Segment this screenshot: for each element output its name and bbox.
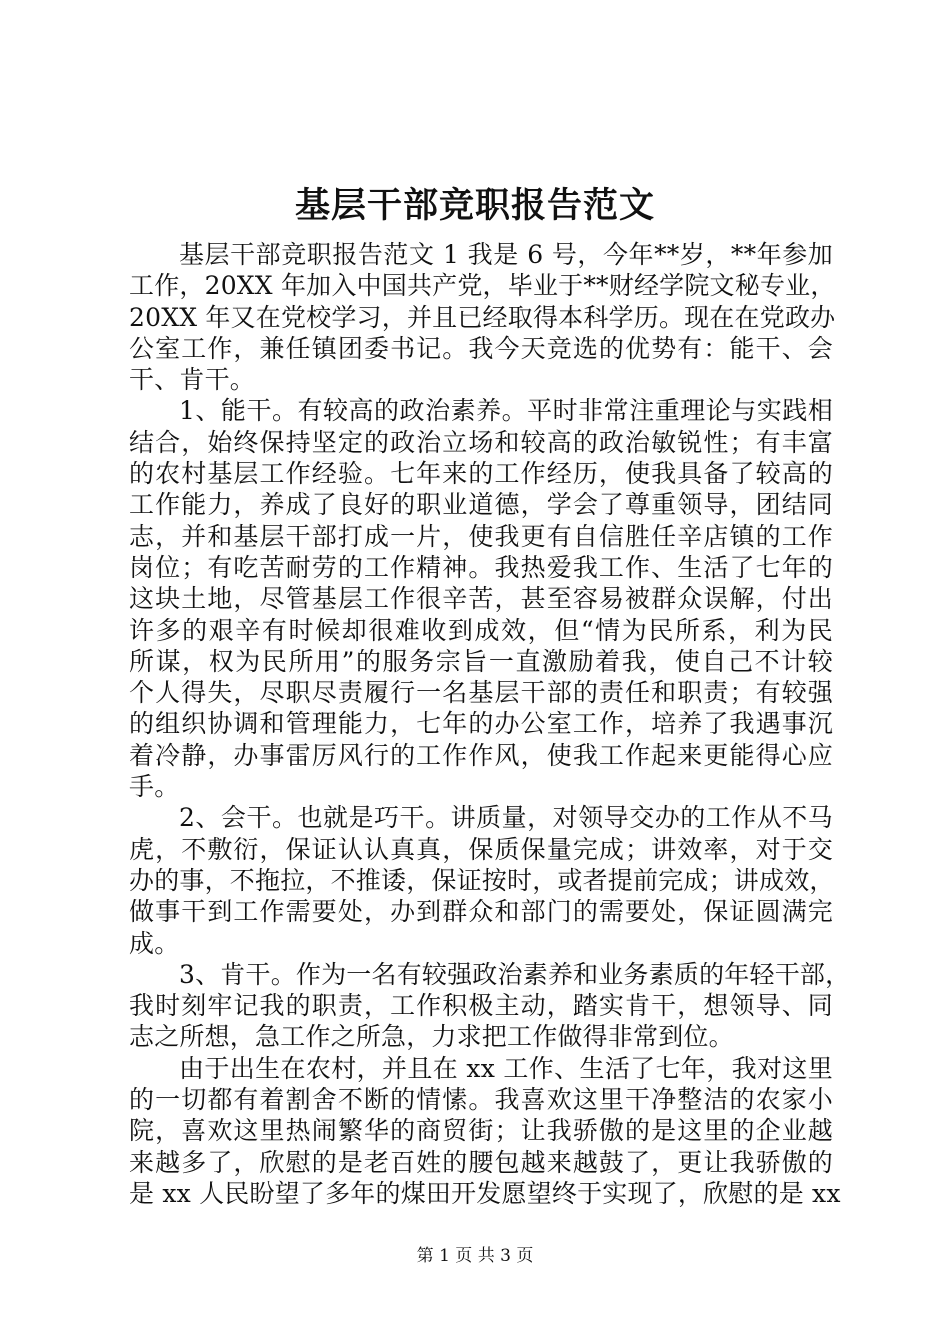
text-line: 工作，20XX 年加入中国共产党，毕业于**财经学院文秘专业，: [129, 271, 836, 301]
text-line: 的农村基层工作经验。七年来的工作经历，使我具备了较高的: [129, 459, 833, 489]
text-line: 基层干部竞职报告范文 1 我是 6 号，今年**岁，**年参加: [179, 240, 833, 269]
text-line: 工作能力，养成了良好的职业道德，学会了尊重领导，团结同: [129, 490, 833, 520]
document-title: 基层干部竞职报告范文: [294, 185, 655, 226]
text-line: 1、能干。有较高的政治素养。平时非常注重理论与实践相: [179, 396, 833, 426]
text-line: 成。: [129, 928, 180, 958]
text-line: 院，喜欢这里热闹繁华的商贸街；让我骄傲的是这里的企业越: [129, 1116, 833, 1146]
text-line: 手。: [129, 772, 180, 802]
text-line: 我时刻牢记我的职责，工作积极主动，踏实肯干，想领导、同: [129, 991, 833, 1021]
text-line: 结合，始终保持坚定的政治立场和较高的政治敏锐性；有丰富: [129, 427, 833, 457]
text-line: 3、肯干。作为一名有较强政治素养和业务素质的年轻干部，: [179, 959, 851, 989]
text-line: 所谋，权为民所用”的服务宗旨一直激励着我，使自己不计较: [129, 646, 833, 676]
text-line: 着冷静，办事雷厉风行的工作作风，使我工作起来更能得心应: [129, 740, 833, 770]
text-line: 的一切都有着割舍不断的情愫。我喜欢这里干净整洁的农家小: [129, 1085, 833, 1115]
text-line: 办的事，不拖拉，不推诿，保证按时，或者提前完成；讲成效，: [129, 865, 835, 895]
text-line: 个人得失，尽职尽责履行一名基层干部的责任和职责；有较强: [129, 678, 833, 708]
text-line: 志，并和基层干部打成一片，使我更有自信胜任辛店镇的工作: [129, 521, 833, 551]
text-line: 公室工作，兼任镇团委书记。我今天竞选的优势有：能干、会: [129, 333, 833, 363]
text-line: 干、肯干。: [129, 365, 256, 395]
text-line: 由于出生在农村，并且在 xx 工作、生活了七年，我对这里: [179, 1053, 833, 1083]
text-line: 这块土地，尽管基层工作很辛苦，甚至容易被群众误解，付出: [129, 584, 833, 614]
text-line: 的组织协调和管理能力，七年的办公室工作，培养了我遇事沉: [129, 709, 833, 739]
text-line: 做事干到工作需要处，办到群众和部门的需要处，保证圆满完: [129, 897, 833, 927]
text-line: 虎，不敷衍，保证认认真真，保质保量完成；讲效率，对于交: [129, 834, 833, 864]
text-line: 岗位；有吃苦耐劳的工作精神。我热爱我工作、生活了七年的: [129, 552, 833, 582]
document-body: [129, 239, 851, 1209]
text-line: 是 xx 人民盼望了多年的煤田开发愿望终于实现了，欣慰的是 xx: [129, 1178, 841, 1208]
text-line: 志之所想，急工作之所急，力求把工作做得非常到位。: [129, 1022, 734, 1052]
text-line: 2、会干。也就是巧干。讲质量，对领导交办的工作从不马: [179, 803, 833, 833]
text-line: 来越多了，欣慰的是老百姓的腰包越来越鼓了，更让我骄傲的: [129, 1147, 833, 1177]
text-line: 20XX 年又在党校学习，并且已经取得本科学历。现在在党政办: [129, 302, 836, 332]
page-footer: 第 1 页 共 3 页: [416, 1246, 534, 1266]
text-line: 许多的艰辛有时候却很难收到成效，但“情为民所系，利为民: [129, 615, 833, 645]
